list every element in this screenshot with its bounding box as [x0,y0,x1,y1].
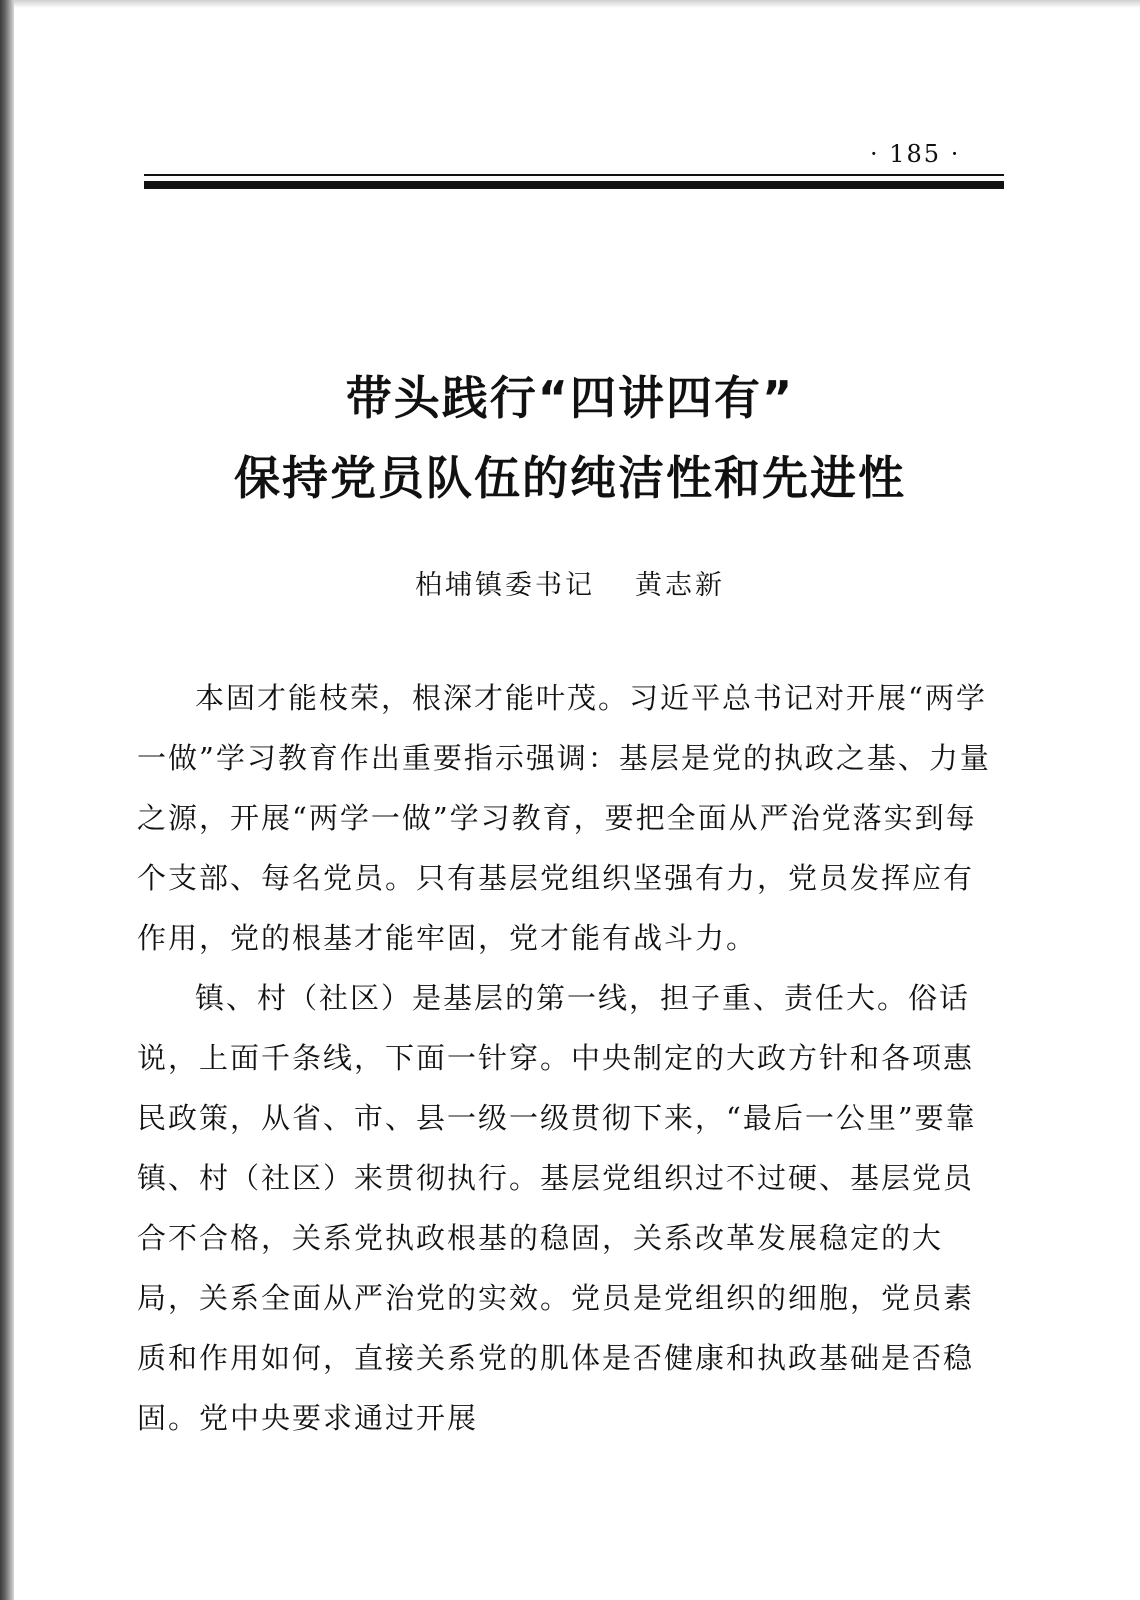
byline [0,563,1140,602]
scan-left-edge [0,0,14,1600]
page-number: · 185 · [870,140,961,168]
body-paragraph-2: 镇、村（社区）是基层的第一线，担子重、责任大。俗话说，上面千条线，下面一针穿。中央制定的大政方针和各项惠民政策，从省、市、县一级一级贯彻下来，“最后一公里”要靠镇、村（社区）来贯彻执行。基层党组织过不过硬、基层党员合不合格，关系党执政根基的稳固，关系改革发展稳定的大局，关系全面从严治党的实效。党员是党组织的细胞，党员素质和作用如何，直接关系党的肌体是否健康和执政基础是否稳固。党中央要求通过开展 [137,981,977,1435]
scan-top-edge [14,0,1140,8]
header-rule-thick [144,181,1004,189]
byline-author: 黄志新 [635,570,725,601]
article-title-line-1: 带头践行“四讲四有” [345,371,795,425]
byline-position: 柏埔镇委书记 [415,570,595,601]
article-title-line-2: 保持党员队伍的纯洁性和先进性 [234,451,906,505]
article-body [137,668,995,1448]
header-rule-thin [144,174,1004,176]
body-paragraph-1: 本固才能枝荣，根深才能叶茂。习近平总书记对开展“两学一做”学习教育作出重要指示强调：基层是党的执政之基、力量之源，开展“两学一做”学习教育，要把全面从严治党落实到每个支部、每名党员。只有基层党组织坚强有力，党员发挥应有作用，党的根基才能牢固，党才能有战斗力。 [137,681,991,955]
